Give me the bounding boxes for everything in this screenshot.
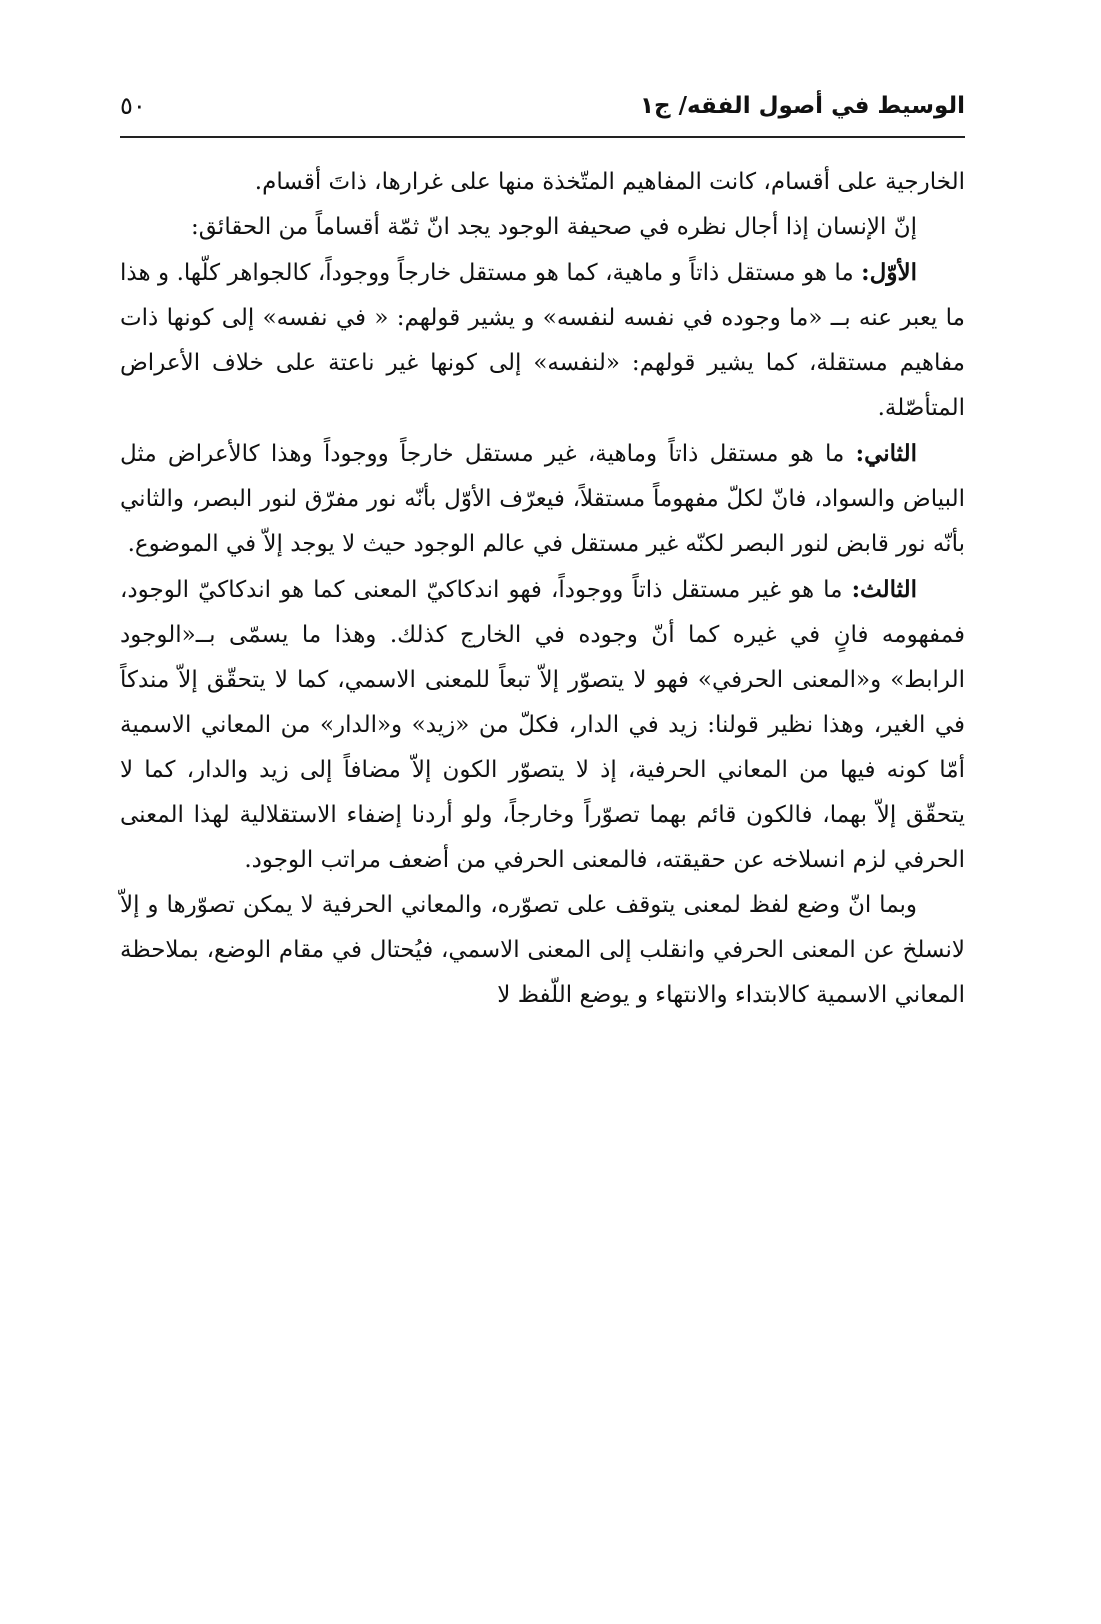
paragraph-lead: الثالث: <box>851 576 917 603</box>
paragraph-lead: الثاني: <box>855 440 917 467</box>
paragraph-text: ما هو مستقل ذاتاً و ماهية، كما هو مستقل خارجاً ووجوداً، كالجواهر كلّها. و هذا ما يعبر عنه بــ «ما وجوده في نفسه لنفسه» و يشير قولهم: « في نفسه» إلى كونها ذات مفاهيم مستقلة، كما يشير قولهم: «لنفسه» إلى كونها غير ناعتة على خلاف الأعراض المتأصّلة. <box>120 260 965 421</box>
paragraph-lead: الأوّل: <box>861 259 917 286</box>
paragraph <box>120 160 965 205</box>
paragraph <box>120 250 965 431</box>
page-header <box>120 80 965 132</box>
header-rule <box>120 136 965 138</box>
running-title: الوسيط في أصول الفقه/ ج١ <box>639 93 965 119</box>
paragraph <box>120 205 965 250</box>
paragraph-text: الخارجية على أقسام، كانت المفاهيم المتّخذة منها على غرارها، ذاتَ أقسام. <box>254 169 965 195</box>
paragraph <box>120 883 965 1018</box>
paragraph <box>120 567 965 883</box>
page-number: ٥٠ <box>120 92 146 120</box>
paragraph <box>120 431 965 567</box>
page-body <box>120 160 965 1018</box>
paragraph-text: ما هو غير مستقل ذاتاً ووجوداً، فهو اندكاكيّ المعنى كما هو اندكاكيّ الوجود، فمفهومه فانٍ في غيره كما أنّ وجوده في الخارج كذلك. وهذا ما يسمّى بــ«الوجود الرابط» و«المعنى الحرفي» فهو لا يتصوّر إلاّ تبعاً للمعنى الاسمي، كما لا يتحقّق إلاّ مندكاً في الغير، وهذا نظير قولنا: زيد في الدار، فكلّ من «زيد» و«الدار» من المعاني الاسمية أمّا كونه فيها من المعاني الحرفية، إذ لا يتصوّر الكون إلاّ مضافاً إلى زيد والدار، كما لا يتحقّق إلاّ بهما، فالكون قائم بهما تصوّراً وخارجاً، ولو أردنا إضفاء الاستقلالية لهذا المعنى الحرفي لزم انسلاخه عن حقيقته، فالمعنى الحرفي من أضعف مراتب الوجود. <box>120 577 965 873</box>
paragraph-text: وبما انّ وضع لفظ لمعنى يتوقف على تصوّره، والمعاني الحرفية لا يمكن تصوّرها و إلاّ لانسلخ عن المعنى الحرفي وانقلب إلى المعنى الاسمي، فيُحتال في مقام الوضع، بملاحظة المعاني الاسمية كالابتداء والانتهاء و يوضع اللّفظ لا <box>120 892 965 1008</box>
paragraph-text: إنّ الإنسان إذا أجال نظره في صحيفة الوجود يجد انّ ثمّة أقساماً من الحقائق: <box>191 214 917 240</box>
paragraph-text: ما هو مستقل ذاتاً وماهية، غير مستقل خارجاً ووجوداً وهذا كالأعراض مثل البياض والسواد، فانّ لكلّ مفهوماً مستقلاً، فيعرّف الأوّل بأنّه نور مفرّق لنور البصر، والثاني بأنّه نور قابض لنور البصر لكنّه غير مستقل في عالم الوجود حيث لا يوجد إلاّ في الموضوع. <box>120 441 965 557</box>
